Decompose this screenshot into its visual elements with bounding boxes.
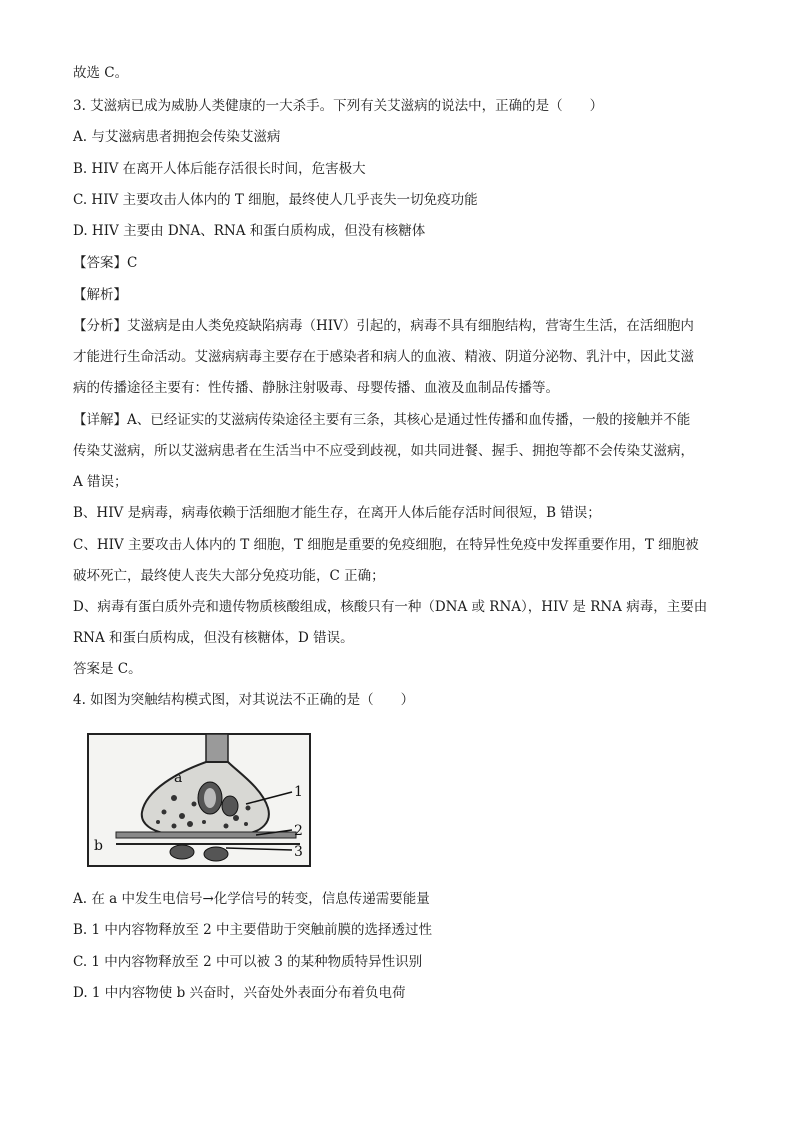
question-3-option-b: B. HIV 在离开人体后能存活很长时间，危害极大 <box>73 161 366 177</box>
detail-line-4: B、HIV 是病毒，病毒依赖于活细胞才能生存，在离开人体后能存活时间很短，B 错误； <box>73 505 601 521</box>
question-4-stem: 4. 如图为突触结构模式图，对其说法不正确的是（ ） <box>73 692 415 708</box>
question-4-option-c: C. 1 中内容物释放至 2 中可以被 3 的某种物质特异性识别 <box>73 954 423 970</box>
text-line-conclusion: 故选 C。 <box>73 65 129 81</box>
detail-line-2: 传染艾滋病，所以艾滋病患者在生活当中不应受到歧视，如共同进餐、握手、拥抱等都不会传染艾滋病， <box>73 443 694 459</box>
analysis-line-2: 才能进行生命活动。艾滋病病毒主要存在于感染者和病人的血液、精液、阴道分泌物、乳汁中，因此艾滋 <box>73 349 694 365</box>
detail-line-5: C、HIV 主要攻击人体内的 T 细胞，T 细胞是重要的免疫细胞，在特异性免疫中发挥重要作用，T 细胞被 <box>73 537 699 553</box>
label-3: 3 <box>294 844 303 860</box>
label-2: 2 <box>294 823 303 839</box>
question-4-option-d: D. 1 中内容物使 b 兴奋时，兴奋处外表面分布着负电荷 <box>73 985 406 1001</box>
question-3-option-a: A. 与艾滋病患者拥抱会传染艾滋病 <box>73 129 281 145</box>
question-3-option-c: C. HIV 主要攻击人体内的 T 细胞，最终使人几乎丧失一切免疫功能 <box>73 192 478 208</box>
label-b: b <box>94 838 103 854</box>
analysis-line-3: 病的传播途径主要有：性传播、静脉注射吸毒、母婴传播、血液及血制品传播等。 <box>73 380 559 396</box>
answer-conclusion: 答案是 C。 <box>73 661 142 677</box>
question-3-option-d: D. HIV 主要由 DNA、RNA 和蛋白质构成，但没有核糖体 <box>73 223 426 239</box>
label-a: a <box>174 770 183 786</box>
detail-line-3: A 错误； <box>73 474 128 490</box>
detail-line-7: D、病毒有蛋白质外壳和遗传物质核酸组成，核酸只有一种（DNA 或 RNA），HIV 是 RNA 病毒，主要由 <box>73 599 708 615</box>
question-3-stem: 3. 艾滋病已成为威胁人类健康的一大杀手。下列有关艾滋病的说法中，正确的是（ ） <box>73 98 604 114</box>
detail-line-1: 【详解】A、已经证实的艾滋病传染途径主要有三条，其核心是通过性传播和血传播，一般的接触并不能 <box>73 412 691 428</box>
answer-label: 【答案】C <box>73 255 138 271</box>
synapse-diagram <box>86 728 314 870</box>
label-1: 1 <box>294 784 303 800</box>
detail-line-6: 破坏死亡，最终使人丧失大部分免疫功能，C 正确； <box>73 568 385 584</box>
question-4-option-a: A. 在 a 中发生电信号→化学信号的转变，信息传递需要能量 <box>73 891 430 907</box>
analysis-line-1: 【分析】艾滋病是由人类免疫缺陷病毒（HIV）引起的，病毒不具有细胞结构，营寄生生活，在活细胞内 <box>73 318 694 334</box>
detail-line-8: RNA 和蛋白质构成，但没有核糖体，D 错误。 <box>73 630 354 646</box>
analysis-label: 【解析】 <box>73 287 127 303</box>
question-4-option-b: B. 1 中内容物释放至 2 中主要借助于突触前膜的选择透过性 <box>73 922 433 938</box>
